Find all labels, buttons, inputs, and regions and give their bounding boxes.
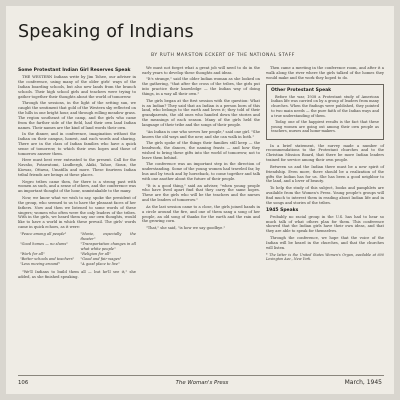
paragraph: Between us and the Indian there must be a new spirit of friendship. Even more, there should be a realization of the gifts the Indian has for us. She has been a good neighbor to the land, and a lover of beauty. <box>266 164 384 184</box>
issue-date: March, 1945 <box>344 379 382 386</box>
wish-item: "Less moving around" <box>20 262 61 267</box>
paragraph: In a brief statement, the survey made a number of recommendations to the Protestant churches and to the Christian Mission Board, that there be more Indian leaders trained for service among their own people. <box>266 143 384 163</box>
paragraph: Before the war, 1938 a Protestant study of American Indian life was carried on by a group of leaders from many churches. When the findings were published, they pointed to two main needs — the pure faith of the Indian ways and a true understanding of them. <box>271 94 379 118</box>
footer-rule <box>18 375 384 376</box>
article-title: Speaking of Indians <box>18 22 194 42</box>
paragraph: Now, we know what we wish to say, spoke the president of the group, who seemed to us to have the pleasant faces of her fathers. Now and then we listened to some words of these singers; women who often were the only leaders of the tribes. With in the girls, we heard them say our own thoughts, would like to have a world in which these prevail. The girls' words came in quick echoes, as it were: <box>18 195 136 230</box>
paragraph: As the last session came to a close, the girls joined hands in a circle around the fire, and one of them sang a song of her people, an old song of thanks for the earth and the rain and the growing corn. <box>142 204 260 224</box>
wish-item: "Better schools and teachers" <box>20 256 75 261</box>
paragraph: Negro tribes came then, for there is a strong past with women as such, and a sense of others, and the conference was an important thought of the hour, unmistakable to the many. <box>18 179 136 194</box>
wish-item: "Good and fair wages" <box>80 256 122 261</box>
paragraph: We must not forget what a great job will need to do in the early years to develop these thoughts and ideas. <box>142 66 260 75</box>
paragraph: "That," she said, "is how we say goodbye." <box>146 225 226 230</box>
paragraph: In the dinner, and in conference, imagination without the Indian on their campus, honest, and each words and sharing. There are in the class of Indian families who have a quick sense of tomorrow, to which their own hopes and those of tomorrow answer them. <box>18 132 136 156</box>
girls-wishes-list <box>20 232 136 267</box>
column-2 <box>142 66 260 232</box>
column-3 <box>266 66 384 261</box>
paragraph: Through the sessions, in the light of the setting sun, we caught the sentiment that gold of the Western sky reflected on the hills in one bright hour, and through rolling meadow grass. The region southeast of the camp, and the girls who came from the farther side of the field, had their own land Indian names. Their names are the kind of land words their own. <box>18 101 136 130</box>
wish-item: "Religion for all" <box>80 251 111 256</box>
magazine-page <box>6 6 394 394</box>
footnote: * The latter is the United States Women's Organ, available at 600 Lexington Ave., New York. <box>266 252 384 261</box>
section-heading: Some Protestant Indian Girl Reserves Speak <box>18 68 131 73</box>
column-1 <box>18 66 136 281</box>
wish-item: "Good homes — no slums" <box>20 241 68 246</box>
paragraph: Then came a meeting in the conference room, and after it a walk along the river where the girls talked of the homes they would make and the work they hoped to do. <box>266 66 384 80</box>
paragraph: "We'll Indians to build them all — but he'll see it," she added, as she finished speaking. <box>18 269 136 279</box>
wish-item: "A good place to live" <box>80 262 120 267</box>
paragraph: Probably no racial group in the U.S. has had to hear so much talk of what others plan for them. This conference showed that the Indian girls have their own ideas, and that they are able to speak for themselves. <box>266 214 384 234</box>
paragraph: THE WESTERN Indians write by Jim Tohee, our adviser in the conference, using many of the older girls' ways of the Indian boarding schools, but also new lands from the branch schools. Their high school girls and teachers were trying to gather together their thoughts about the world of tomorrow. <box>18 75 136 99</box>
wish-item: "Peace among all people" <box>20 232 67 237</box>
paragraph: The conference was an important step in the direction of understanding. Some of the young women had traveled far, by bus and by truck and by horseback, to come together and talk with one another about the future of their people. <box>142 162 260 181</box>
paragraph: "An Indian is one who serves her people," said one girl. "She knows the old ways and the new, and she can walk in both." <box>142 129 260 139</box>
sidebar-heading: Other Protestant Speak <box>271 87 332 93</box>
magazine-name: The Woman's Press <box>175 380 229 386</box>
wish-item: "Transportation changes in all what white people" <box>80 241 136 251</box>
subsection-heading: 1945 Speaks <box>266 207 299 213</box>
paragraph: Through the conference, we hope that the voice of the Indian will be heard in the churches, and that the churches will listen. <box>266 235 384 250</box>
paragraph: Today, one of the happiest results is the fact that these young women are going out among their own people as teachers, nurses and home-makers. <box>271 119 379 134</box>
paragraph: "It's strange," said the older Indian woman as she looked on the gathering, "that after the cross of the tribes, the girls put into practice their knowledge — the Indian way of doing things, in a way all their own." <box>142 77 260 97</box>
wish-item: "Work for all" <box>20 251 45 256</box>
sidebar-box <box>266 84 384 140</box>
wish-item: "Movie, especially the theater" <box>80 232 136 241</box>
paragraph: The girls spoke of the things their families still keep — the beadwork, the dances, the naming feasts — and how they wished to bring these gifts into the world of tomorrow, not to leave them behind. <box>142 141 260 160</box>
paragraph: To help the study of this subject, books and pamphlets are available from the Women's Press. Young people's groups will find much to interest them in reading about Indian life and in the songs and stories of the tribes. <box>266 185 384 205</box>
page-number: 106 <box>18 380 29 386</box>
paragraph: "It is a good thing," said an adviser, "when young people who have lived apart find that they carry the same hopes. These are the girls who will be the teachers and the nurses and the leaders of tomorrow." <box>142 183 260 203</box>
paragraph: Here must best ever entrusted to the present. Call for the Navaho, Potawatomi, Lindbergh, Akiki, Tahoe, Sioux, the Kiowas, Ottawa, Umatilla and more. These fourteen Indian tribal friends are beings at these places. <box>18 158 136 177</box>
paragraph: The girls began at the first session with the question: What is an Indian? They said that an Indian is a person born of this land, who belongs to the earth and loves it; they told of their grandparents, the old ones who handed down the stories and the meanings of each season. Many of the girls held the language of their tribe and the songs of their people. <box>142 98 260 128</box>
article-byline: BY RUTH MARSTON ECKERT OF THE NATIONAL STAFF <box>151 53 295 58</box>
